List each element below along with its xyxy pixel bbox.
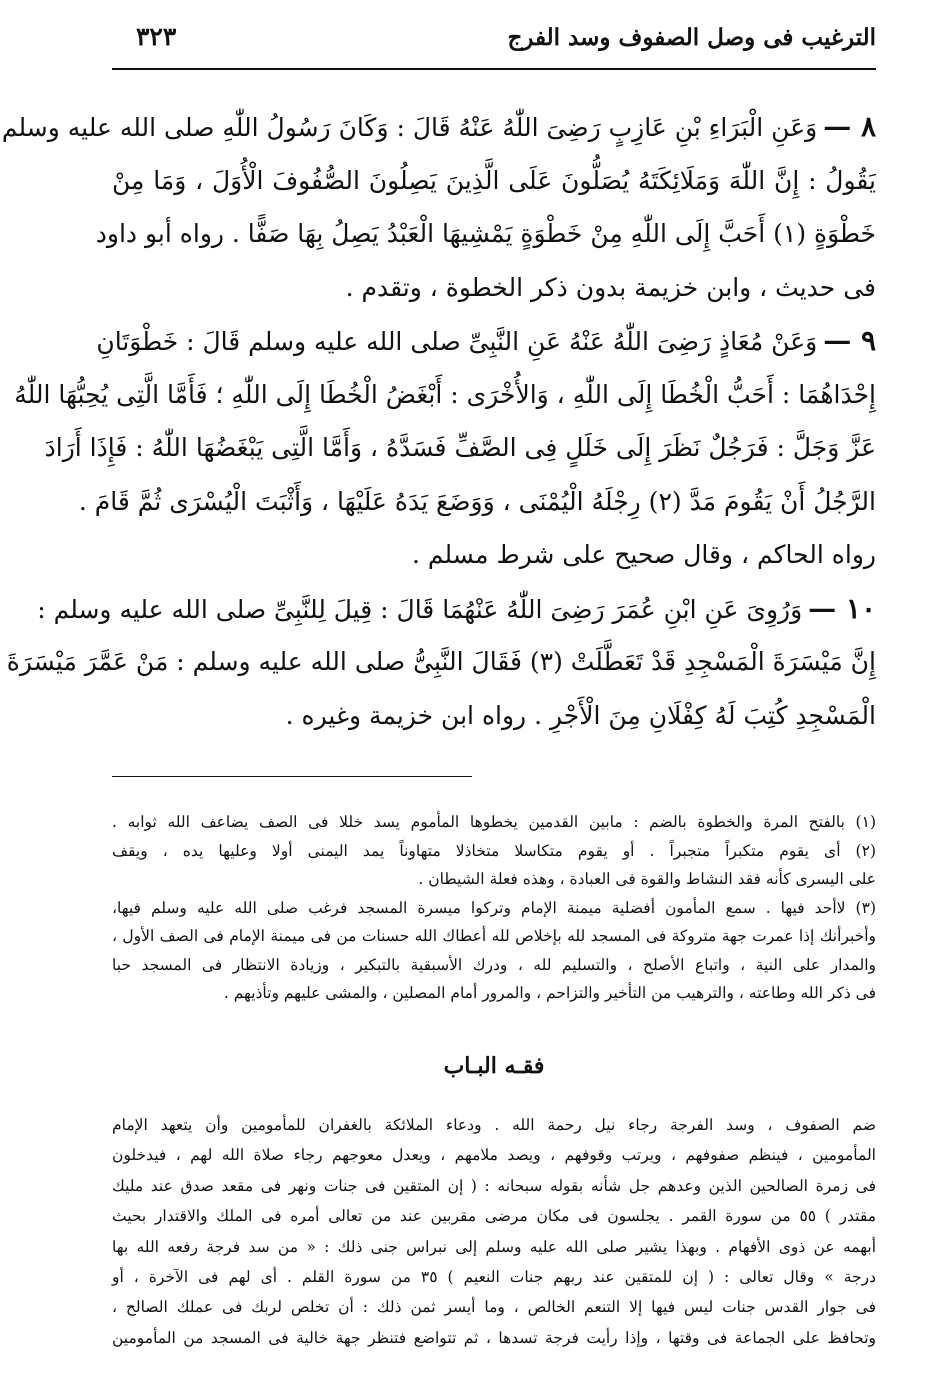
footnote-line: فى ذكر الله وطاعته ، والترهيب من التأخير والتزاحم ، والمرور أمام المصلين ، والمشى عليهم وتأذيهم . [223, 984, 876, 1002]
footnote-line: والمدار على النية ، واتباع الأصلح ، والتسليم لله ، ودرك الأسبقية بالتبكير ، وزيادة الانتظار فى المسجد حبا [112, 955, 876, 974]
chapter-title: الترغيب فى وصل الصفوف وسد الفرج [507, 24, 876, 51]
footnote-line: (١) بالفتح المرة والخطوة بالضم : مابين القدمين يخطوها المأموم يسد خللا فى الصف يضاعف الله ثوابه . [112, 813, 876, 831]
hadith-text: عَزَّ وَجَلَّ : فَرَجُلٌ نَظَرَ إِلَى خَلَلٍ فِى الصَّفِّ فَسَدَّهُ ، وَأَمَّا الَّتِى يَبْغَضُهَا اللّٰهُ : فَإِذَا أَرَادَ [44, 433, 876, 462]
hadith-text: يَقُولُ : إِنَّ اللّٰهَ وَمَلَائِكَتَهُ يُصَلُّونَ عَلَى الَّذِينَ يَصِلُونَ الصُّفُوفَ الْأُوَلَ ، وَمَا مِنْ [112, 165, 876, 195]
fiqh-line: فى جوار القدس جنات ليس فيها إلا التنعم الخالص ، وما أيسر ثمن ذلك : أن تخلص لربك فى عملك الصالح ، [112, 1298, 876, 1317]
hadith-9-line-3 [44, 421, 876, 475]
section-heading: فقـه البـاب [443, 1053, 545, 1079]
hadith-text: وَعَنِ الْبَرَاءِ بْنِ عَازِبٍ رَضِىَ اللّٰهُ عَنْهُ قَالَ : وَكَانَ رَسُولُ اللّٰهِ صلى الله عليه وسلم [1, 113, 818, 142]
hadith-8-line-4 [112, 261, 876, 315]
hadith-8-line-1 [1, 100, 876, 154]
hadith-9-line-2 [14, 368, 876, 422]
footnote-line: (٢) أى يقوم متكبراً متجبراً . أو يقوم متكاسلا متخاذلا متهاوناً يمد اليمنى أولا وعليها يده ، ويقف [112, 841, 876, 860]
hadith-text: خَطْوَةٍ (١) أَحَبَّ إِلَى اللّٰهِ مِنْ خَطْوَةٍ يَمْشِيهَا الْعَبْدُ يَصِلُ بِهَا صَفًّا . رواه أبو داود [95, 219, 876, 248]
fiqh-line: أبهمه عن ذوى الأفهام . وبهذا يشير صلى الله عليه وسلم إلى نبراس جنى ذلك : « من سد فرجة رفعه الله بها [112, 1237, 876, 1256]
hadith-10-line-1 [37, 582, 876, 636]
hadith-8-line-3 [95, 207, 876, 261]
hadith-number: ٩ — [823, 324, 876, 357]
footnote-line: على اليسرى كأنه فقد النشاط والقوة فى العبادة ، وهذه فعلة الشيطان . [418, 870, 876, 888]
fiqh-line: ضم الصفوف ، وسد الفرجة رجاء نيل رحمة الله . ودعاء الملائكة بالغفران للمأمومين وأن يتعهد الإمام [112, 1116, 876, 1134]
hadith-number: ٨ — [823, 110, 876, 143]
fiqh-line: فى زمرة الصالحين الذين وعدهم جل شأنه بقوله سبحانه : ( إن المتقين فى جنات ونهر فى مقعد صدق عند مليك [112, 1176, 876, 1195]
hadith-9-line-1 [96, 314, 876, 368]
hadith-text: وَعَنْ مُعَاذٍ رَضِىَ اللّٰهُ عَنْهُ عَنِ النَّبِىِّ صلى الله عليه وسلم قَالَ : خَطْوَتَانِ [96, 327, 818, 356]
footnote-line: (٣) لاأحد فيها . سمع المأمون أفضلية ميمنة الإمام وتركوا ميسرة المسجد فرغب صلى الله عليه وسلم فيها، [112, 898, 876, 917]
fiqh-section [112, 1110, 876, 1353]
hadith-text: الرَّجُلُ أَنْ يَقُومَ مَدَّ (٢) رِجْلَهُ الْيُمْنَى ، وَوَضَعَ يَدَهُ عَلَيْهَا ، وَأَثْبَتَ الْيُسْرَى ثُمَّ قَامَ . [78, 486, 876, 516]
page-number: ٣٢٣ [136, 22, 177, 51]
hadith-number: ١٠ — [808, 591, 876, 625]
fiqh-line: المأمومين ، فينظم صفوفهم ، ويرتب وقوفهم ، ويصد ملامهم ، ويعدل معوجهم رجاء صلاة الله لهم ، فيدخلون [112, 1146, 876, 1165]
header-divider [112, 68, 876, 70]
hadith-text: الْمَسْجِدِ كُتِبَ لَهُ كِفْلَانِ مِنَ الْأَجْرِ . رواه ابن خزيمة وغيره . [285, 700, 876, 730]
hadith-8-line-2 [112, 154, 876, 208]
hadith-text: رواه الحاكم ، وقال صحيح على شرط مسلم . [412, 540, 876, 569]
fiqh-line: وتحافظ على الجماعة فى وقتها ، وإذا رأيت فرجة تسدها ، ثم تتواضع فتنظر جهة خالية فى المسجد من المأمومين [112, 1328, 876, 1347]
footnote-line: وأخبرأنك إذا عمرت جهة متروكة فى المسجد لله بإخلاص لله أعطاك الله حسنات من فى ميمنة الإمام فى الصف الأول ، [112, 927, 876, 945]
fiqh-line: مقتدر ) ٥٥ من سورة القمر . يجلسون فى مكان مرضى مقربين عند من تعالى أمره فى الملك والاقتدار بحيث [112, 1207, 877, 1226]
book-page [1, 14, 877, 1364]
hadith-9-line-4 [78, 475, 876, 529]
hadith-text: وَرُوِىَ عَنِ ابْنِ عُمَرَ رَضِىَ اللّٰهُ عَنْهُمَا قَالَ : قِيلَ لِلنَّبِىِّ صلى الله عليه وسلم : [37, 594, 803, 624]
hadith-section [1, 100, 876, 742]
hadith-text: إِنَّ مَيْسَرَةَ الْمَسْجِدِ قَدْ تَعَطَّلَتْ (٣) فَقَالَ النَّبِىُّ صلى الله عليه وسلم : مَنْ عَمَّرَ مَيْسَرَةَ [6, 647, 876, 676]
hadith-10-line-2 [6, 635, 876, 689]
footnotes [112, 808, 876, 1008]
hadith-text: فى حديث ، وابن خزيمة بدون ذكر الخطوة ، وتقدم . [345, 272, 876, 302]
hadith-text: إِحْدَاهُمَا : أَحَبُّ الْخُطَا إِلَى اللّٰهِ ، وَالأُخْرَى : أَبْغَضُ الْخُطَا إِلَى اللّٰهِ ؛ فَأَمَّا الَّتِى يُحِبُّهَا اللّٰهُ [14, 379, 876, 409]
fiqh-line: درجة » وقال تعالى : ( إن للمتقين عند ربهم جنات النعيم ) ٣٥ من سورة القلم . أى لهم فى الآخرة ، أو [112, 1267, 876, 1286]
hadith-10-line-3 [112, 689, 876, 743]
page-header [112, 14, 876, 60]
hadith-9-line-5 [112, 528, 876, 582]
footnote-divider [112, 776, 472, 777]
